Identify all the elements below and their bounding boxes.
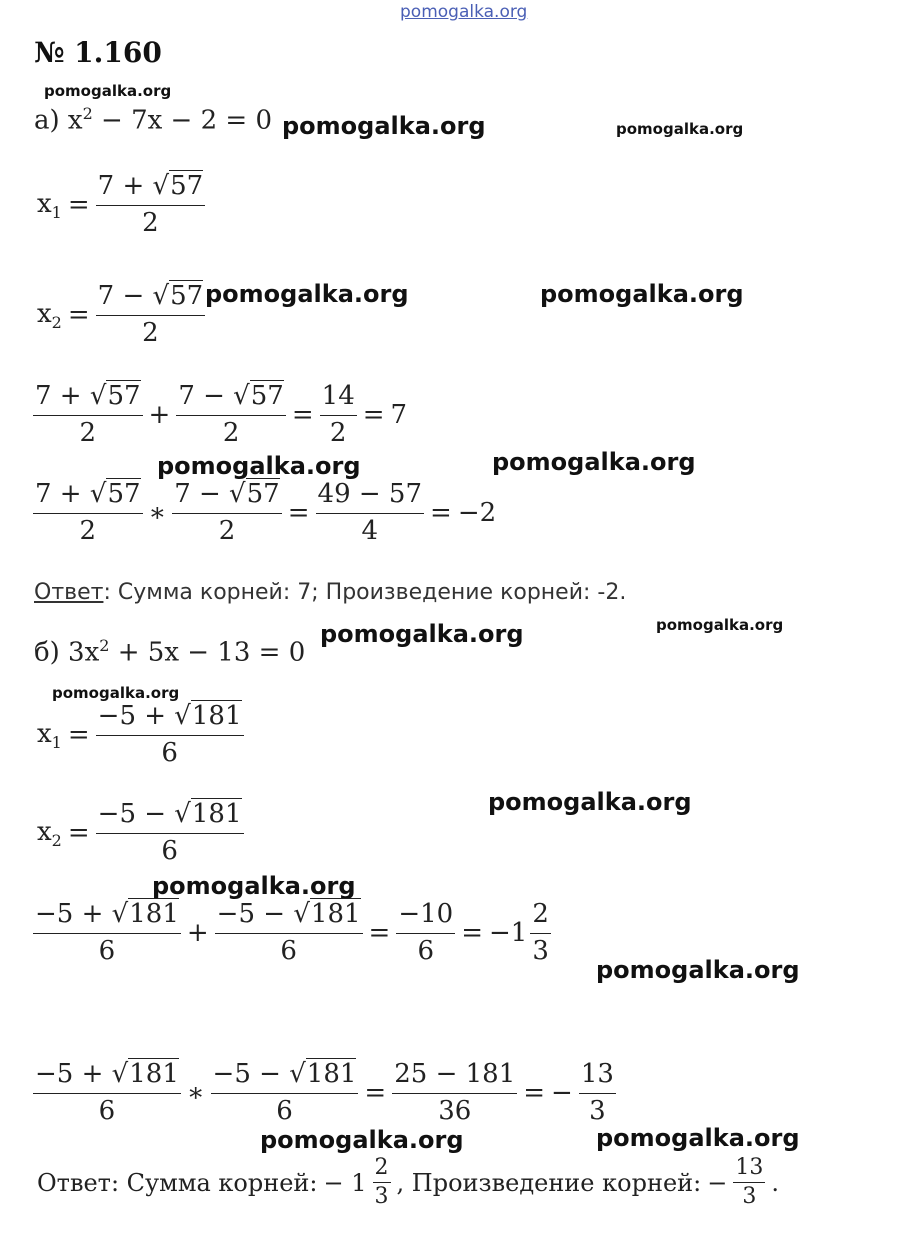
equation-a: а) $x^2 - 7x - 2 = 0$ [34,104,272,136]
watermark: pomogalka.org [52,684,180,702]
site-link[interactable]: pomogalka.org [400,2,528,22]
watermark: pomogalka.org [596,1124,800,1152]
sum-of-roots-b: $\frac{-5 + √181}{6}$ + $\frac{-5 - √181}{6}$ = $\frac{-10}{6}$ = −1 $\frac{2}{3}$ [35,899,549,966]
problem-title: № 1.160 [34,36,162,69]
watermark: pomogalka.org [596,956,800,984]
answer-b: Ответ: Сумма корней: − 1 $\frac{2}{3}$ , Произведение корней: − $\frac{13}{3}$ . [37,1155,779,1210]
watermark: pomogalka.org [656,616,784,634]
product-of-roots-b: $\frac{-5 + √181}{6}$ ∗ $\frac{-5 - √181}{6}$ = $\frac{25 - 181}{36}$ = − $\frac{13}{3}$ [35,1059,614,1126]
watermark: pomogalka.org [205,280,409,308]
watermark: pomogalka.org [492,448,696,476]
watermark: pomogalka.org [152,872,356,900]
watermark: pomogalka.org [157,452,361,480]
watermark: pomogalka.org [282,112,486,140]
watermark: pomogalka.org [260,1126,464,1154]
sum-of-roots-a: $\frac{7 + √57}{2}$ + $\frac{7 - √57}{2}$ = $\frac{14}{2}$ = 7 [35,381,408,448]
product-of-roots-a: $\frac{7 + √57}{2}$ ∗ $\frac{7 - √57}{2}$ = $\frac{49 - 57}{4}$ = −2 [35,479,497,546]
root-x2-b: $x_2$ = $\frac{-5 - √181}{6}$ [37,799,242,866]
watermark: pomogalka.org [44,82,172,100]
watermark: pomogalka.org [540,280,744,308]
watermark: pomogalka.org [488,788,692,816]
watermark: pomogalka.org [320,620,524,648]
root-x1-b: $x_1$ = $\frac{-5 + √181}{6}$ [37,701,242,768]
root-x1-a: $x_1$ = $\frac{7 + √57}{2}$ [37,171,204,238]
answer-a: Ответ: Сумма корней: 7; Произведение корней: -2. [34,580,627,605]
root-x2-a: $x_2$ = $\frac{7 - √57}{2}$ [37,281,204,348]
watermark: pomogalka.org [616,120,744,138]
equation-b: б) $3x^2 + 5x - 13 = 0$ [34,636,306,668]
